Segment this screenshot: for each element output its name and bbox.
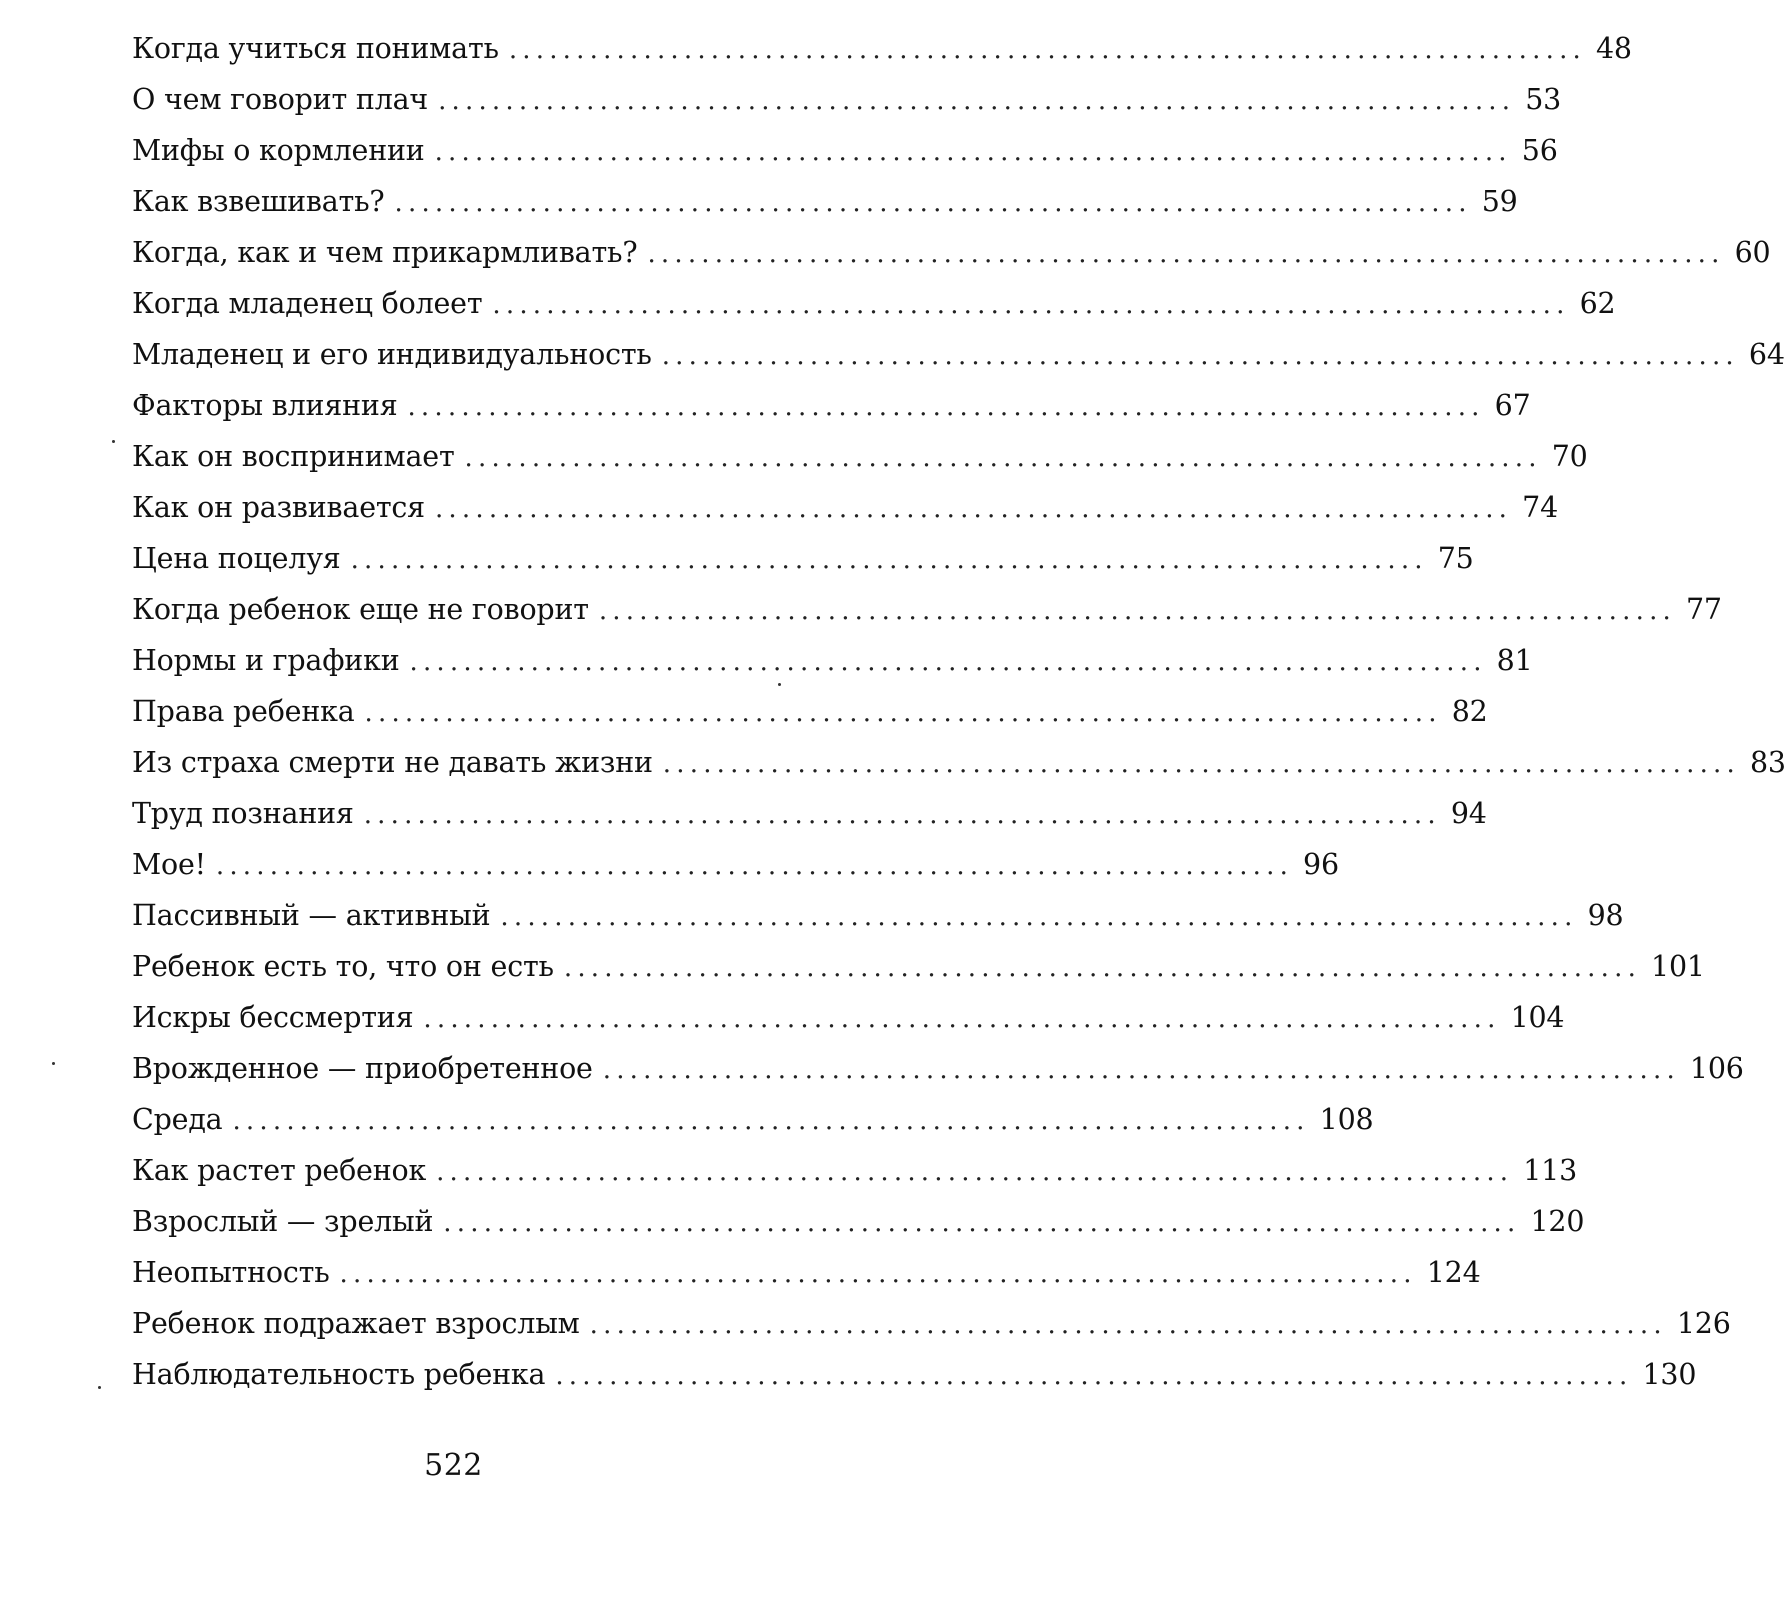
toc-entry [132,1256,1481,1307]
toc-dot-leader: ................................................................................ [407,392,1485,422]
toc-entry-title: Когда учиться понимать [132,32,499,65]
toc-entry-title: Ребенок подражает взрослым [132,1307,580,1340]
toc-dot-leader: ................................................................................ [363,800,1441,830]
toc-entry [132,389,1531,440]
toc-entry [132,83,1562,134]
toc-entry-page: 53 [1525,83,1562,116]
toc-entry-page: 124 [1426,1256,1481,1289]
toc-dot-leader: ................................................................................ [232,1106,1310,1136]
toc-dot-leader: ................................................................................ [589,1310,1667,1340]
toc-entry-title: Взрослый — зрелый [132,1205,434,1238]
toc-dot-leader: ................................................................................ [434,137,1512,167]
toc-dot-leader: ................................................................................ [464,443,1542,473]
print-speck [778,683,781,686]
toc-entry [132,1205,1585,1256]
table-of-contents [132,32,1786,1409]
toc-entry-page: 113 [1523,1154,1578,1187]
toc-entry [132,440,1588,491]
toc-dot-leader: ................................................................................ [555,1361,1633,1391]
toc-entry [132,1052,1744,1103]
toc-entry-page: 60 [1734,236,1771,269]
toc-entry-page: 101 [1651,950,1705,983]
toc-entry-title: Факторы влияния [132,389,398,422]
toc-entry-page: 94 [1450,797,1487,830]
toc-dot-leader: ................................................................................ [598,596,1676,626]
print-speck [52,1062,55,1065]
toc-entry [132,287,1616,338]
toc-entry [132,1103,1374,1154]
toc-entry-page: 81 [1496,644,1533,677]
toc-dot-leader: ................................................................................ [492,290,1570,320]
toc-entry-title: Младенец и его индивидуальность [132,338,652,371]
toc-entry-title: Из страха смерти не давать жизни [132,746,653,779]
toc-entry-page: 83 [1749,746,1786,779]
toc-dot-leader: ................................................................................ [647,239,1725,269]
toc-entry-title: Мое! [132,848,206,881]
toc-entry [132,134,1558,185]
toc-entry-page: 98 [1587,899,1624,932]
toc-entry [132,797,1487,848]
toc-entry [132,236,1771,287]
toc-dot-leader: ................................................................................ [602,1055,1680,1085]
toc-entry-title: Когда, как и чем прикармливать? [132,236,638,269]
toc-entry [132,32,1632,83]
toc-dot-leader: ................................................................................ [508,35,1586,65]
toc-entry [132,593,1722,644]
toc-entry-title: Искры бессмертия [132,1001,414,1034]
toc-entry [132,950,1705,1001]
toc-entry [132,1154,1578,1205]
toc-entry-title: Как растет ребенок [132,1154,427,1187]
toc-dot-leader: ................................................................................ [443,1208,1521,1238]
toc-entry-page: 77 [1686,593,1722,626]
toc-entry-page: 96 [1303,848,1339,881]
toc-entry-title: Как он развивается [132,491,425,524]
toc-entry-page: 126 [1676,1307,1731,1340]
page-number: 522 [424,1448,483,1483]
toc-dot-leader: ................................................................................ [339,1259,1417,1289]
toc-entry-page: 62 [1579,287,1616,320]
toc-entry [132,491,1559,542]
toc-entry-title: Как взвешивать? [132,185,385,218]
toc-dot-leader: ................................................................................ [350,545,1428,575]
toc-entry-page: 70 [1551,440,1588,473]
toc-dot-leader: ................................................................................ [661,341,1739,371]
toc-entry-title: Права ребенка [132,695,355,728]
toc-entry-page: 108 [1319,1103,1374,1136]
toc-dot-leader: ................................................................................ [434,494,1513,524]
toc-entry-title: Пассивный — активный [132,899,491,932]
toc-entry [132,1307,1731,1358]
toc-entry-page: 120 [1530,1205,1585,1238]
toc-entry-page: 104 [1510,1001,1565,1034]
toc-dot-leader: ................................................................................ [409,647,1487,677]
toc-dot-leader: ................................................................................ [436,1157,1514,1187]
toc-entry [132,542,1474,593]
toc-entry-title: Цена поцелуя [132,542,341,575]
toc-entry-title: Нормы и графики [132,644,400,677]
print-speck [98,1386,101,1389]
toc-entry [132,1358,1697,1409]
toc-entry-page: 130 [1642,1358,1697,1391]
toc-entry-page: 48 [1596,32,1632,65]
toc-entry-title: Труд познания [132,797,354,830]
toc-entry-title: Среда [132,1103,223,1136]
toc-dot-leader: ................................................................................ [563,953,1642,983]
toc-entry [132,644,1533,695]
toc-entry [132,695,1488,746]
toc-entry-title: Неопытность [132,1256,330,1289]
toc-entry-title: Мифы о кормлении [132,134,425,167]
toc-entry-title: Как он воспринимает [132,440,455,473]
print-speck [112,440,115,443]
toc-entry-page: 82 [1451,695,1488,728]
toc-dot-leader: ................................................................................ [364,698,1442,728]
toc-entry [132,899,1624,950]
toc-entry-title: Ребенок есть то, что он есть [132,950,554,983]
toc-dot-leader: ................................................................................ [500,902,1578,932]
toc-dot-leader: ................................................................................ [662,749,1740,779]
toc-entry-page: 59 [1481,185,1518,218]
toc-entry-title: Врожденное — приобретенное [132,1052,593,1085]
toc-entry-page: 56 [1521,134,1558,167]
toc-entry [132,185,1518,236]
toc-entry [132,848,1339,899]
toc-entry-page: 67 [1494,389,1531,422]
toc-dot-leader: ................................................................................ [423,1004,1501,1034]
toc-entry [132,746,1786,797]
toc-entry [132,1001,1565,1052]
toc-entry-title: Наблюдательность ребенка [132,1358,546,1391]
toc-dot-leader: ................................................................................ [438,86,1516,116]
toc-entry-title: Когда ребенок еще не говорит [132,593,589,626]
toc-dot-leader: ................................................................................ [215,851,1294,881]
toc-dot-leader: ................................................................................ [394,188,1472,218]
toc-entry-page: 64 [1748,338,1785,371]
toc-entry-page: 106 [1689,1052,1744,1085]
toc-entry [132,338,1785,389]
toc-entry-page: 74 [1522,491,1559,524]
toc-entry-title: Когда младенец болеет [132,287,483,320]
toc-entry-title: О чем говорит плач [132,83,429,116]
toc-entry-page: 75 [1437,542,1474,575]
